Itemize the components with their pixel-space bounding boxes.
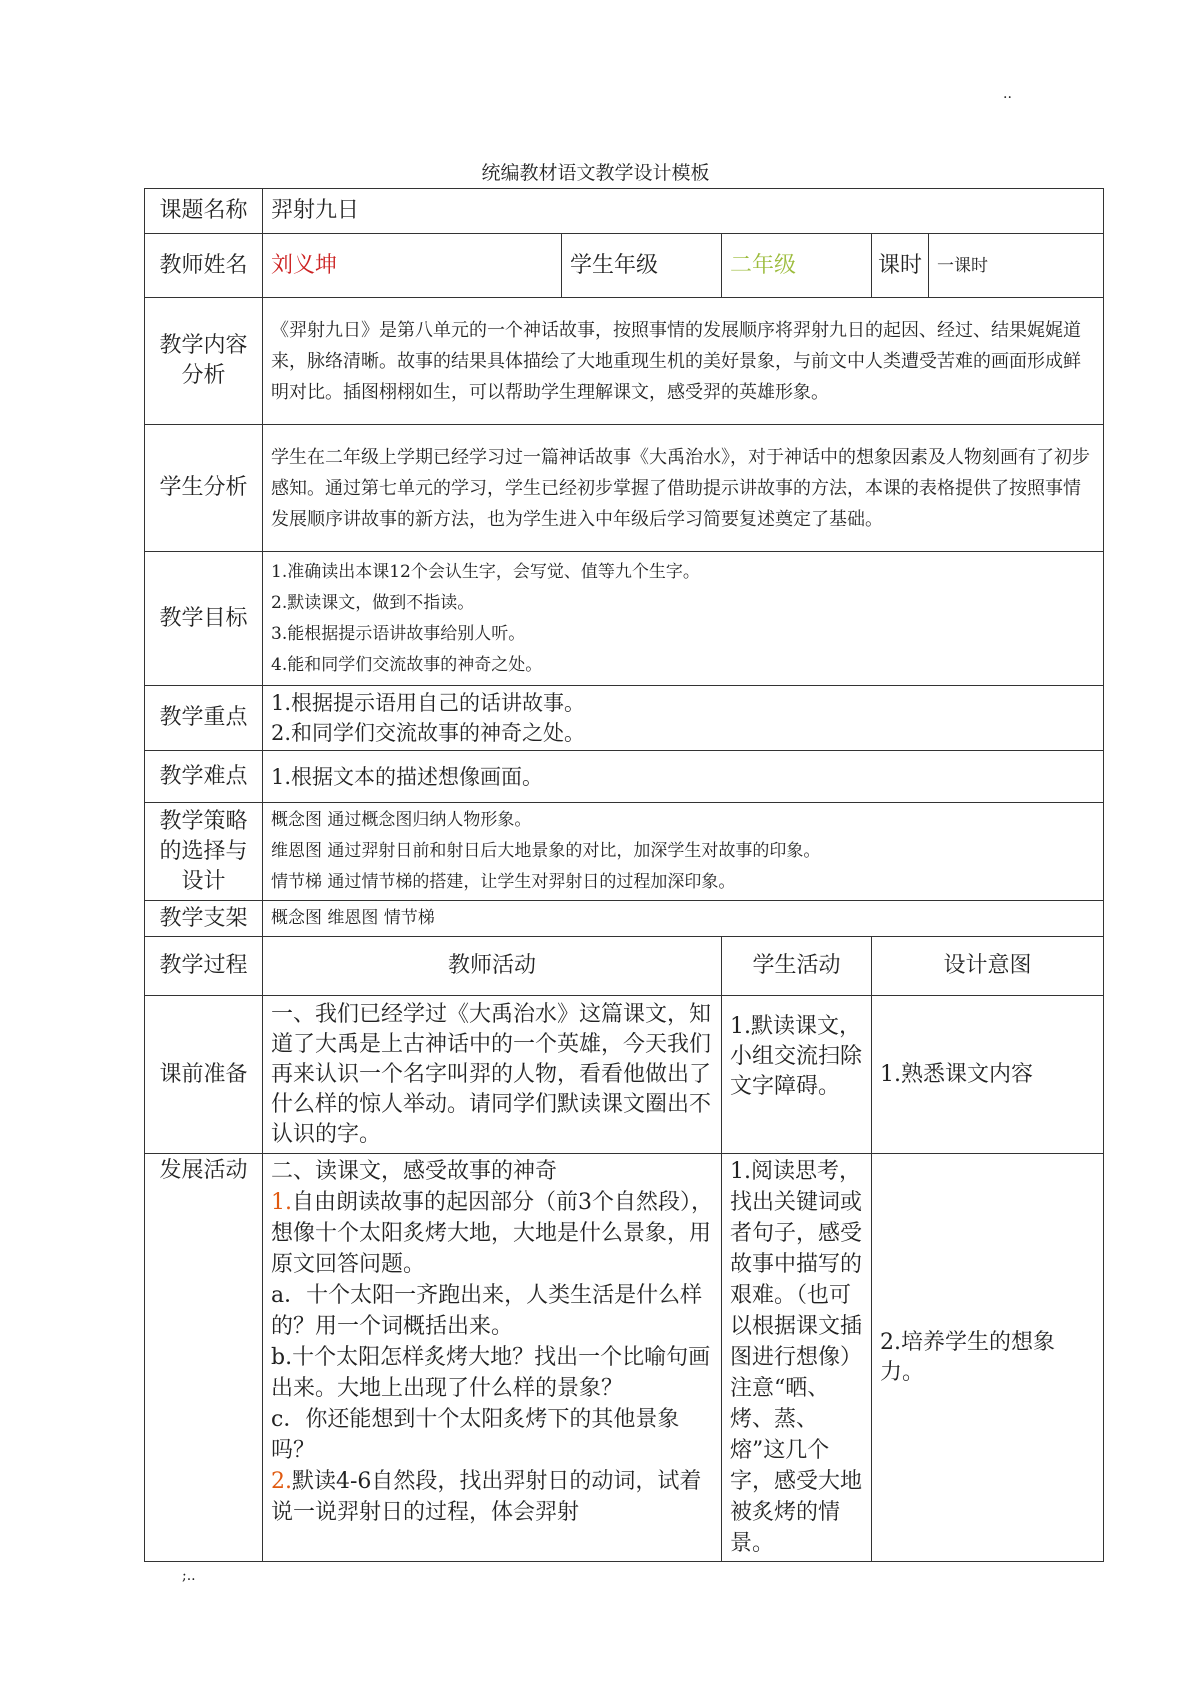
row-strategy — [145, 803, 1104, 901]
develop-question-b: b.十个太阳怎样炙烤大地？找出一个比喻句画出来。大地上出现了什么样的景象？ — [271, 1345, 711, 1401]
hours-label: 课时 — [872, 234, 929, 298]
develop-student-activity: 1.阅读思考，找出关键词或者句子，感受故事中描写的艰难。（也可以根据课文插图进行想像）注意“晒、烤、蒸、熔”这几个字，感受大地被炙烤的情景。 — [722, 1154, 872, 1562]
design-intent-header: 设计意图 — [872, 937, 1104, 996]
develop-design-intent: 2.培养学生的想象力。 — [872, 1154, 1104, 1562]
step-number: 2. — [271, 1469, 292, 1494]
step-text: 自由朗读故事的起因部分（前3个自然段），想像十个太阳炙烤大地，大地是什么景象，用原文回答问题。 — [271, 1190, 713, 1277]
step-text: 默读4-6自然段，找出羿射日的动词，试着说一说羿射日的过程，体会羿射 — [271, 1469, 702, 1525]
document-title: 统编教材语文教学设计模板 — [481, 162, 710, 184]
step-number: 1. — [271, 1190, 292, 1215]
goal-item: 3.能根据提示语讲故事给别人听。 — [271, 623, 526, 644]
student-analysis-label: 学生分析 — [145, 425, 263, 552]
strategy-item: 情节梯 通过情节梯的搭建，让学生对羿射日的过程加深印象。 — [271, 872, 736, 892]
develop-question-c: c．你还能想到十个太阳炙烤下的其他景象吗？ — [271, 1407, 680, 1463]
develop-heading: 二、读课文，感受故事的神奇 — [271, 1159, 558, 1184]
grade-value: 二年级 — [722, 234, 872, 298]
difficulties-label: 教学难点 — [145, 751, 263, 803]
strategy-item: 维恩图 通过羿射日前和射日后大地景象的对比，加深学生对故事的印象。 — [271, 841, 821, 861]
row-goals — [145, 552, 1104, 686]
key-points-list — [263, 686, 1104, 751]
difficulties-text: 1.根据文本的描述想像画面。 — [263, 751, 1104, 803]
content-analysis-text: 《羿射九日》是第八单元的一个神话故事，按照事情的发展顺序将羿射九日的起因、经过、结果娓娓道来，脉络清晰。故事的结果具体描绘了大地重现生机的美好景象，与前文中人类遭受苦难的画面形成鲜明对比。插图栩栩如生，可以帮助学生理解课文，感受羿的英雄形象。 — [263, 298, 1104, 425]
goal-item: 1.准确读出本课12个会认生字，会写觉、值等九个生字。 — [271, 561, 700, 582]
develop-teacher-activity — [263, 1154, 722, 1562]
key-point-item: 1.根据提示语用自己的话讲故事。 — [271, 691, 586, 715]
goal-item: 4.能和同学们交流故事的神奇之处。 — [271, 654, 543, 675]
row-teacher — [145, 234, 1104, 298]
framework-text: 概念图 维恩图 情节梯 — [263, 901, 1104, 937]
hours-value: 一课时 — [929, 234, 1104, 298]
process-label: 教学过程 — [145, 937, 263, 996]
develop-step-2 — [271, 1466, 713, 1528]
student-analysis-text: 学生在二年级上学期已经学习过一篇神话故事《大禹治水》，对于神话中的想象因素及人物刻画有了初步感知。通过第七单元的学习，学生已经初步掌握了借助提示讲故事的方法，本课的表格提供了按照事情发展顺序讲故事的新方法，也为学生进入中年级后学习简要复述奠定了基础。 — [263, 425, 1104, 552]
page-mark-bottom: ;.. — [182, 1568, 196, 1584]
lesson-value: 羿射九日 — [263, 189, 1104, 234]
lesson-label: 课题名称 — [145, 189, 263, 234]
row-lesson — [145, 189, 1104, 234]
goal-item: 2.默读课文，做到不指读。 — [271, 592, 475, 613]
framework-label: 教学支架 — [145, 901, 263, 937]
prep-design-intent: 1.熟悉课文内容 — [872, 996, 1104, 1154]
row-framework — [145, 901, 1104, 937]
row-difficulties — [145, 751, 1104, 803]
content-analysis-label: 教学内容分析 — [145, 298, 263, 425]
develop-step-1 — [271, 1187, 713, 1280]
key-point-item: 2.和同学们交流故事的神奇之处。 — [271, 721, 586, 745]
strategy-item: 概念图 通过概念图归纳人物形象。 — [271, 810, 532, 830]
prep-teacher-activity: 一、我们已经学过《大禹治水》这篇课文，知道了大禹是上古神话中的一个英雄，今天我们再来认识一个名字叫羿的人物，看看他做出了什么样的惊人举动。请同学们默读课文圈出不认识的字。 — [263, 996, 722, 1154]
teacher-label: 教师姓名 — [145, 234, 263, 298]
key-points-label: 教学重点 — [145, 686, 263, 751]
strategy-list — [263, 803, 1104, 901]
strategy-label: 教学策略的选择与设计 — [145, 803, 263, 901]
row-student-analysis — [145, 425, 1104, 552]
goals-label: 教学目标 — [145, 552, 263, 686]
prep-label: 课前准备 — [145, 996, 263, 1154]
row-prep — [145, 996, 1104, 1154]
goals-list — [263, 552, 1104, 686]
teacher-value: 刘义坤 — [263, 234, 562, 298]
develop-label: 发展活动 — [145, 1154, 263, 1562]
student-activity-header: 学生活动 — [722, 937, 872, 996]
grade-label: 学生年级 — [562, 234, 722, 298]
prep-student-activity: 1.默读课文，小组交流扫除文字障碍。 — [722, 996, 872, 1154]
row-key-points — [145, 686, 1104, 751]
row-process-header — [145, 937, 1104, 996]
lesson-plan-table — [144, 188, 1104, 1562]
develop-question-a: a．十个太阳一齐跑出来，人类生活是什么样的？用一个词概括出来。 — [271, 1283, 703, 1339]
row-develop — [145, 1154, 1104, 1562]
teacher-activity-header: 教师活动 — [263, 937, 722, 996]
row-content-analysis — [145, 298, 1104, 425]
page-mark-top: .. — [1003, 86, 1012, 102]
